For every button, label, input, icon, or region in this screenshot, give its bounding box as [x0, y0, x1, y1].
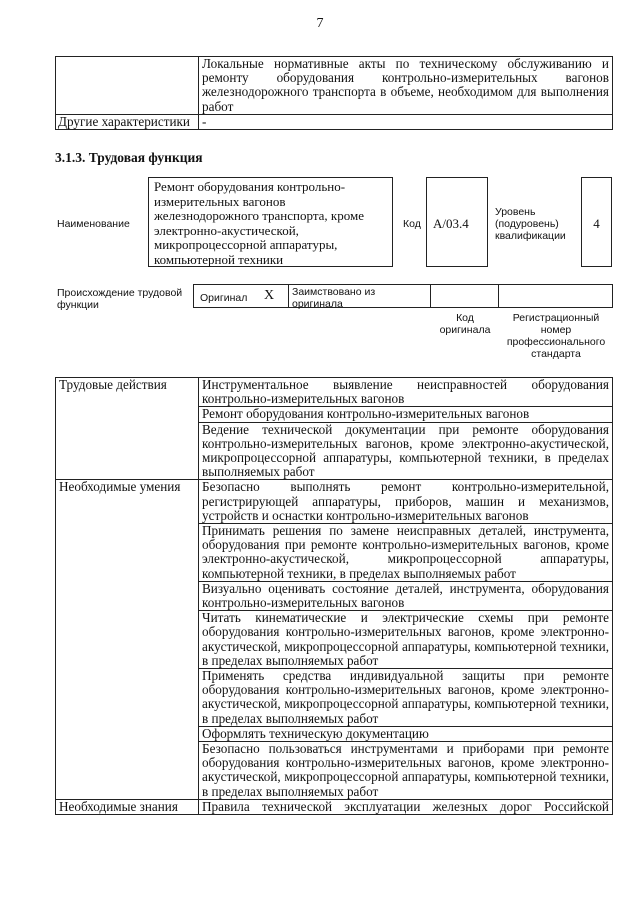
- function-name-box: [148, 177, 393, 267]
- legal-acts-line: железнодорожного транспорта в объеме, необходимом для выполнения: [202, 84, 609, 100]
- main-table: [55, 377, 613, 815]
- level-label: Уровень (подуровень) квалификации: [495, 206, 566, 242]
- skills-label: Необходимые умения: [56, 480, 199, 799]
- skill-item: Читать кинематические и электрические схемы при ремонте оборудования контрольно-измерительных вагонов, кроме электронно-акустической, микропроцессорной аппаратуры, компьютерной техники, в пределах выполняемых работ: [199, 611, 613, 669]
- table-row: [56, 799, 613, 814]
- legal-acts-line: ремонту оборудования контрольно-измерительных вагонов: [202, 70, 609, 86]
- code-label: Код: [403, 218, 421, 230]
- section-title: 3.1.3. Трудовая функция: [55, 150, 203, 165]
- code-caption: Код оригинала: [439, 312, 491, 336]
- table-row: [56, 57, 613, 115]
- action-item: Инструментальное выявление неисправностей оборудования контрольно-измерительных вагонов: [199, 378, 613, 407]
- name-label: Наименование: [57, 218, 130, 230]
- skill-item: Безопасно выполнять ремонт контрольно-измерительной, регистрирующей аппаратуры, приборов, машин и механизмов, устройств и оснастки контрольно-измерительных вагонов: [199, 480, 613, 524]
- legal-acts-line: работ: [202, 98, 234, 114]
- actions-label: Трудовые действия: [56, 378, 199, 480]
- other-characteristics-label: Другие характеристики: [56, 114, 199, 129]
- code-value: A/03.4: [433, 216, 469, 231]
- level-box: [581, 177, 612, 267]
- action-item: Ведение технической документации при ремонте оборудования контрольно-измерительных вагонов, кроме электронно-акустической, микропроцессорной аппаратуры, компьютерной техники, в пределах выполняемых работ: [199, 422, 613, 480]
- table-row: [56, 114, 613, 129]
- divider: [430, 284, 431, 308]
- skill-item: Применять средства индивидуальной защиты при ремонте оборудования контрольно-измерительных вагонов, кроме электронно-акустической, микропроцессорной аппаратуры, компьютерной техники, в пределах выполняемых работ: [199, 669, 613, 727]
- top-table: [55, 56, 613, 130]
- original-mark: X: [264, 288, 275, 303]
- level-value: 4: [593, 216, 600, 231]
- skill-item: Оформлять техническую документацию: [199, 726, 613, 741]
- knowledge-item: Правила технической эксплуатации железных дорог Российской: [199, 799, 613, 814]
- borrowed-label: Заимствовано из оригинала: [292, 286, 376, 310]
- code-box: [426, 177, 488, 267]
- skill-item: Безопасно пользоваться инструментами и приборами при ремонте оборудования контрольно-измерительных вагонов, кроме электронно-акустической, микропроцессорной аппаратуры, компьютерной техники, в пределах выполняемых работ: [199, 742, 613, 800]
- divider: [498, 284, 499, 308]
- empty-cell: [56, 57, 199, 115]
- reg-caption: Регистрационный номер профессионального стандарта: [506, 312, 606, 360]
- action-item: Ремонт оборудования контрольно-измерительных вагонов: [199, 407, 613, 422]
- table-row: [56, 378, 613, 407]
- table-row: [56, 480, 613, 524]
- origin-label: Происхождение трудовой функции: [57, 287, 183, 311]
- function-name: Ремонт оборудования контрольно-измерительных вагонов железнодорожного транспорта, кроме электронно-акустической, микропроцессорной аппаратуры, компьютерной техники: [154, 179, 364, 267]
- original-label: Оригинал: [200, 292, 248, 304]
- skill-item: Принимать решения по замене неисправных деталей, инструмента, оборудования при ремонте контрольно-измерительных вагонов, кроме электронно-акустической, микропроцессорной аппаратуры, компьютерной техники, в пределах выполняемых работ: [199, 524, 613, 582]
- knowledge-label: Необходимые знания: [56, 799, 199, 814]
- legal-acts-line: Локальные нормативные акты по техническому обслуживанию и: [202, 56, 609, 71]
- skill-item: Визуально оценивать состояние деталей, инструмента, оборудования контрольно-измерительных вагонов: [199, 581, 613, 610]
- page-number: 7: [316, 16, 324, 31]
- divider: [288, 284, 289, 308]
- legal-acts-cell: [199, 57, 613, 115]
- other-characteristics-value: -: [199, 114, 613, 129]
